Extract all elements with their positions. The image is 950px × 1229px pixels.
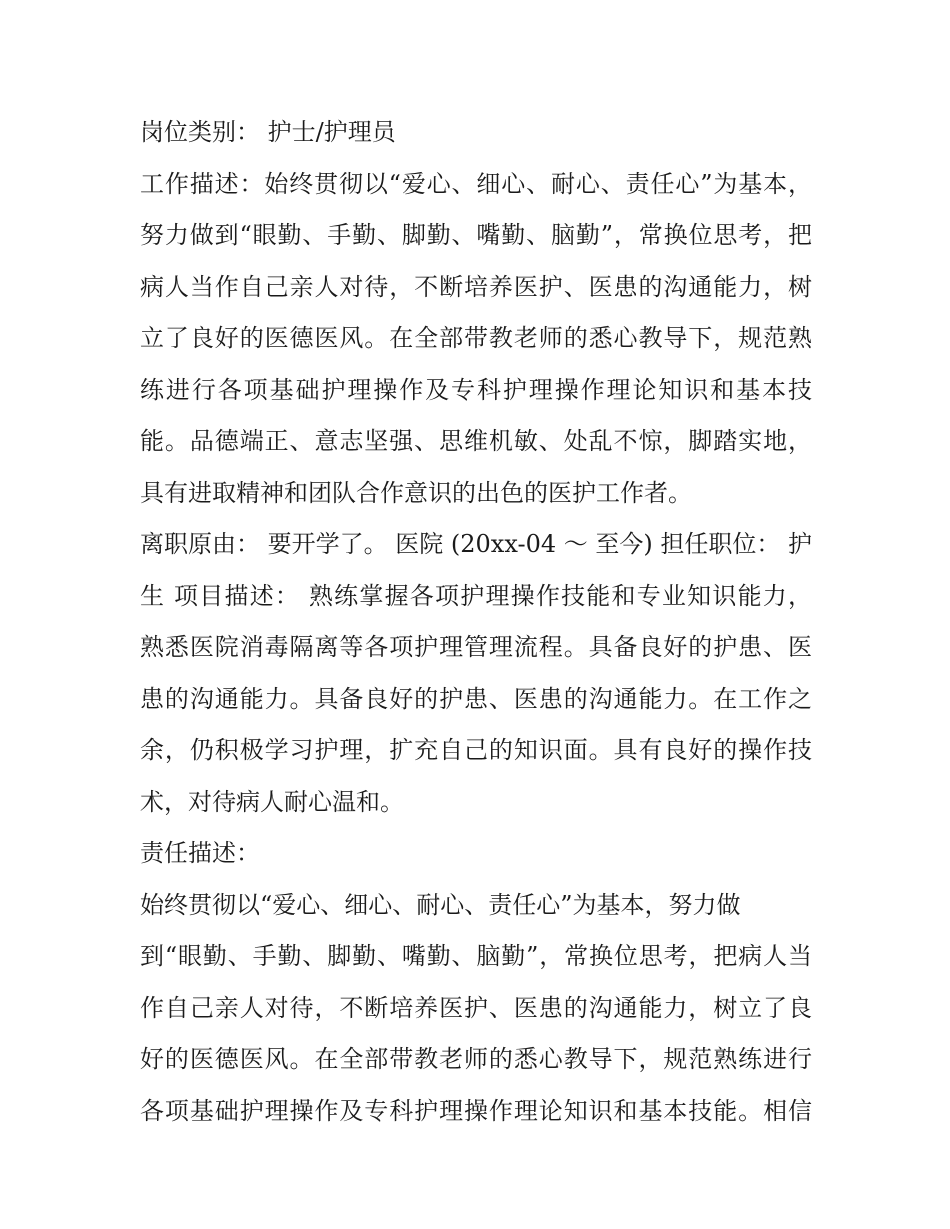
text-line: 术，对待病人耐心温和。 [140,787,404,816]
text-line: 岗位类别： 护士/护理员 [140,118,396,146]
text-line: 余，仍积极学习护理，扩充自己的知识面。具有良好的操作技 [140,736,812,764]
text-line: 好的医德医风。在全部带教老师的悉心教导下，规范熟练进行 [140,1045,812,1073]
text-line: 生 项目描述： 熟练掌握各项护理操作技能和专业知识能力， [140,581,812,610]
text-line: 熟悉医院消毒隔离等各项护理管理流程。具备良好的护患、医 [140,633,812,661]
text-line: 到“眼勤、手勤、脚勤、嘴勤、脑勤”，常换位思考，把病人当 [140,942,812,970]
document-body [140,107,812,1137]
text-line: 作自己亲人对待，不断培养医护、医患的沟通能力，树立了良 [140,993,812,1022]
text-line: 努力做到“眼勤、手勤、脚勤、嘴勤、脑勤”，常换位思考，把 [140,221,812,249]
text-line: 各项基础护理操作及专科护理操作理论知识和基本技能。相信 [140,1096,812,1125]
text-line: 病人当作自己亲人对待，不断培养医护、医患的沟通能力，树 [140,272,812,301]
text-line: 立了良好的医德医风。在全部带教老师的悉心教导下，规范熟 [140,324,812,352]
text-line: 始终贯彻以“爱心、细心、耐心、责任心”为基本，努力做 [140,890,741,919]
text-line: 患的沟通能力。具备良好的护患、医患的沟通能力。在工作之 [140,684,812,713]
text-line: 工作描述：始终贯彻以“爱心、细心、耐心、责任心”为基本， [140,169,812,198]
text-line: 能。品德端正、意志坚强、思维机敏、处乱不惊，脚踏实地， [140,427,812,455]
text-line: 练进行各项基础护理操作及专科护理操作理论知识和基本技 [140,375,812,404]
text-line: 离职原由： 要开学了。 医院 (20xx-04 ～ 至今) 担任职位： 护 [140,530,812,558]
text-line: 具有进取精神和团队合作意识的出色的医护工作者。 [140,478,692,507]
text-line: 责任描述： [140,839,260,867]
